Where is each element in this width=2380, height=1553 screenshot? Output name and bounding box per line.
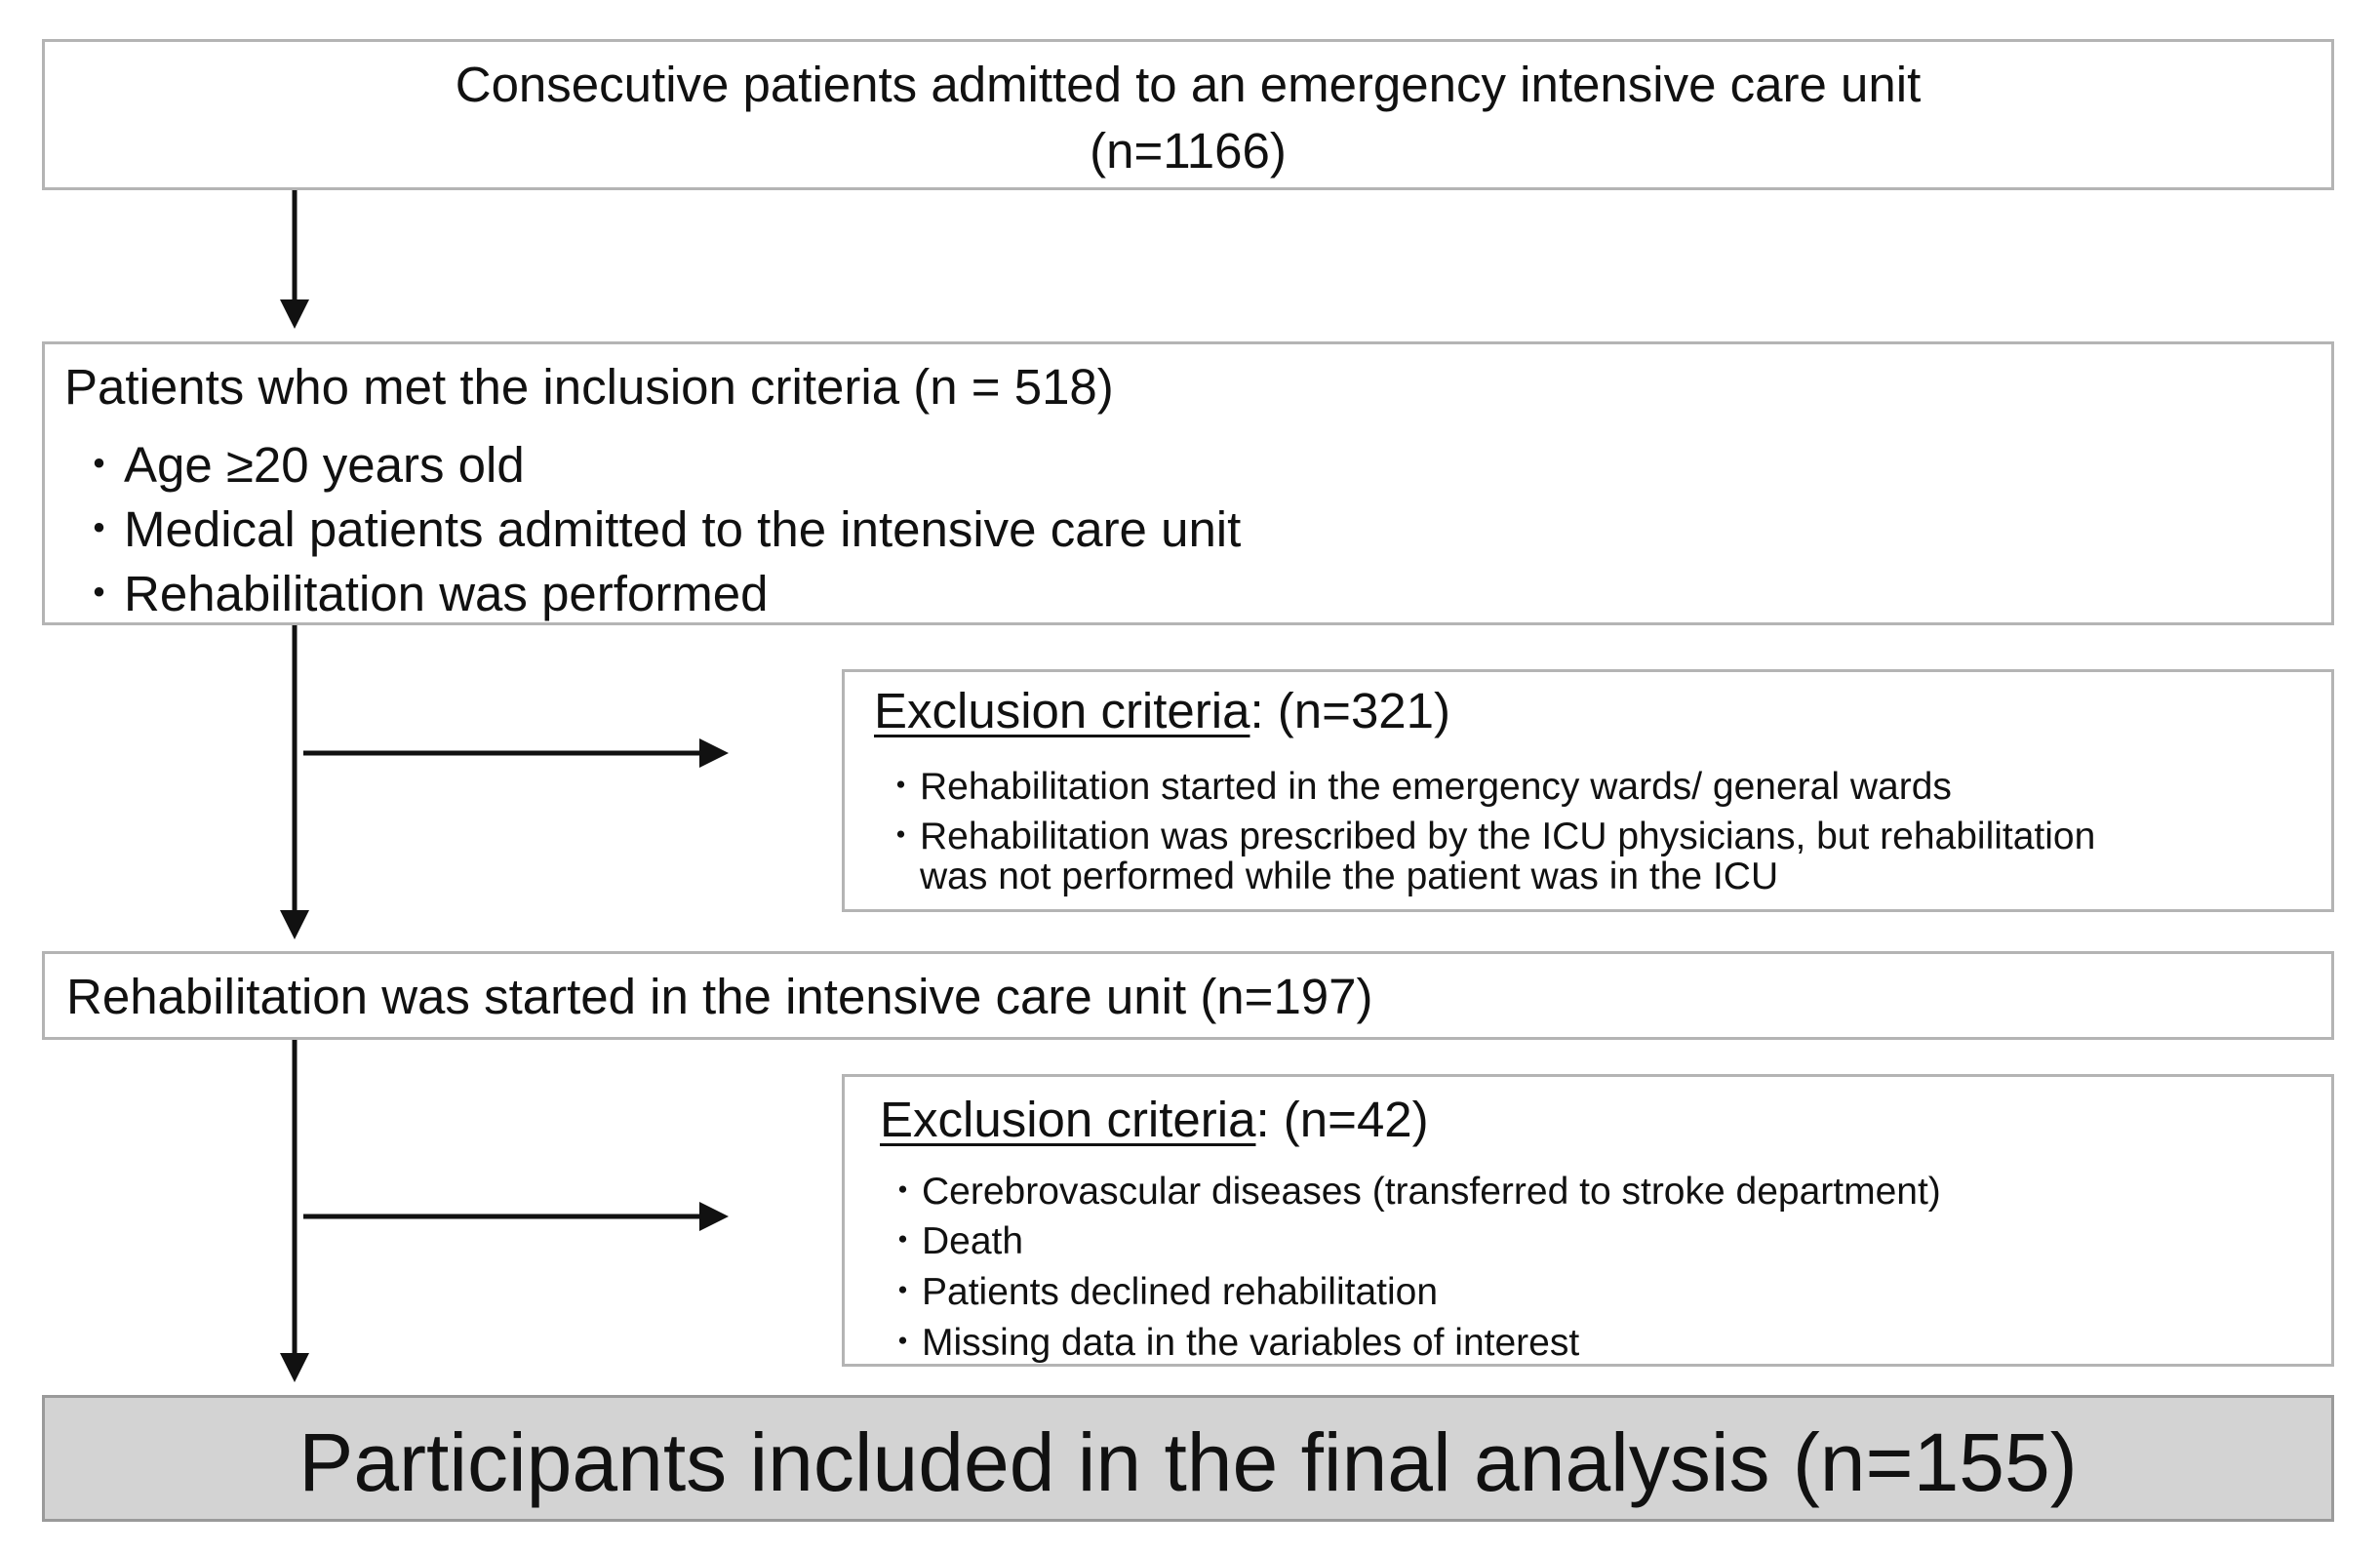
exclusion-1-item-prescribed-cont: was not performed while the patient was in the ICU — [920, 856, 1779, 897]
exclusion-2-item-death: ・Death — [884, 1220, 1024, 1262]
exclusion-1-heading-count: : (n=321) — [1250, 683, 1451, 738]
inclusion-item-age: ・Age ≥20 years old — [74, 437, 525, 493]
node-consecutive-patients-line1: Consecutive patients admitted to an emergency intensive care unit — [455, 57, 1922, 112]
exclusion-2-item-cerebrovascular: ・Cerebrovascular diseases (transferred to stroke department) — [884, 1171, 1941, 1213]
exclusion-2-heading-count: : (n=42) — [1255, 1092, 1429, 1147]
final-analysis-title: Participants included in the final analysis (n=155) — [298, 1416, 2078, 1508]
inclusion-title: Patients who met the inclusion criteria (n = 518) — [64, 359, 1114, 415]
exclusion-1-item-wards: ・Rehabilitation started in the emergency wards/ general wards — [882, 766, 1952, 808]
exclusion-2-heading-label: Exclusion criteria — [880, 1092, 1256, 1147]
rehab-started-title: Rehabilitation was started in the intensive care unit (n=197) — [66, 969, 1373, 1024]
exclusion-1-heading-label: Exclusion criteria — [874, 683, 1250, 738]
inclusion-item-medical: ・Medical patients admitted to the intensive care unit — [74, 501, 1242, 557]
inclusion-item-rehab: ・Rehabilitation was performed — [74, 566, 769, 621]
exclusion-2-item-declined: ・Patients declined rehabilitation — [884, 1271, 1439, 1313]
node-consecutive-patients-line2: (n=1166) — [1090, 123, 1287, 179]
exclusion-1-item-prescribed: ・Rehabilitation was prescribed by the ICU physicians, but rehabilitation — [882, 816, 2096, 857]
exclusion-2-item-missing: ・Missing data in the variables of interest — [884, 1322, 1580, 1364]
